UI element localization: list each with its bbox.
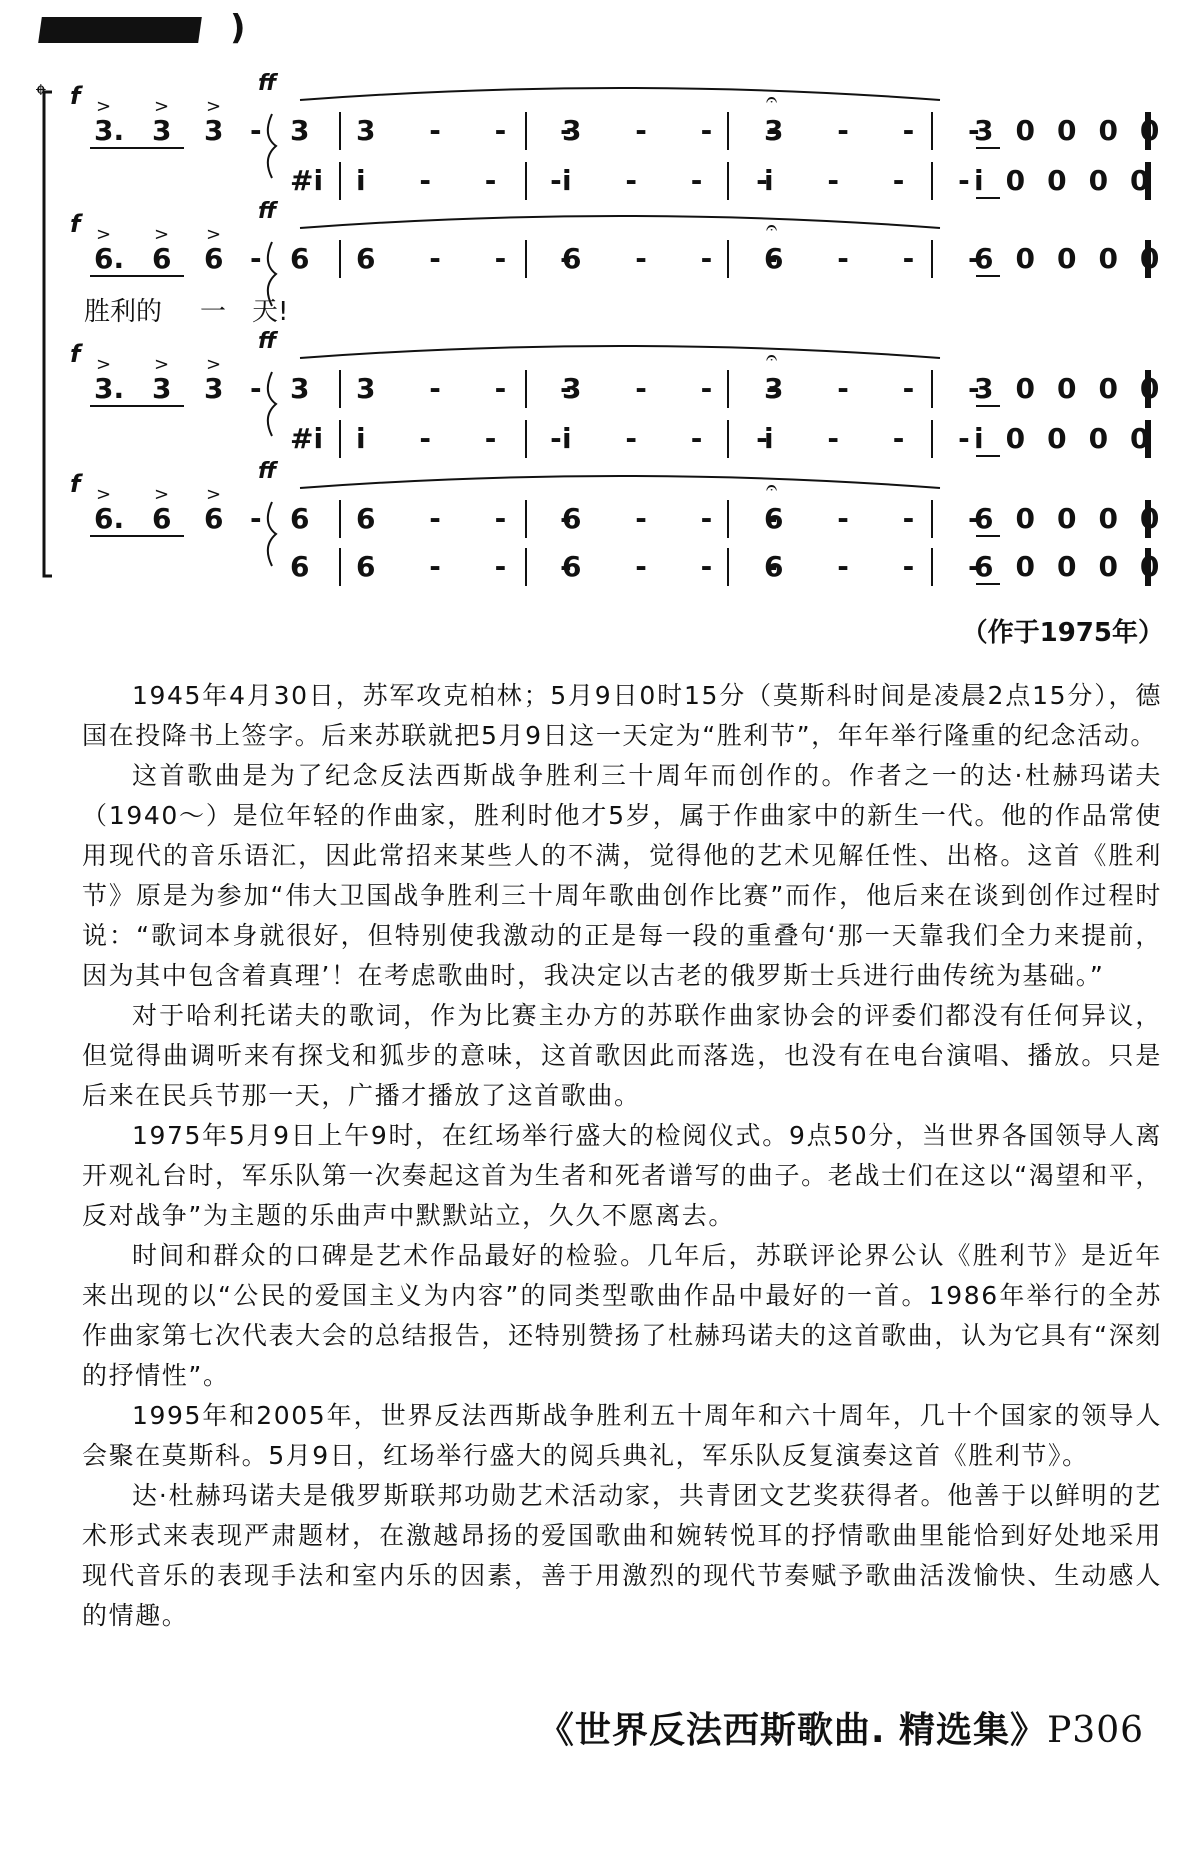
dynamic-forte: f (70, 470, 81, 498)
bar-notes: 60000 (974, 242, 1182, 275)
pickup-note: 3. (94, 372, 125, 405)
bar-notes: 6 - - - (764, 502, 1002, 535)
dynamic-fortissimo: ff (258, 199, 277, 224)
accent-mark: > (96, 224, 112, 245)
brace (268, 502, 276, 566)
fermata-mark: 𝄐 (766, 345, 778, 369)
bar-notes: #i (290, 422, 324, 455)
pickup-note: 6. (94, 502, 125, 535)
bar-notes: 60000 (974, 502, 1182, 535)
bar-notes: 6 - - - (356, 550, 594, 583)
dynamic-forte: f (70, 340, 81, 368)
accent-mark: > (154, 224, 170, 245)
bar-notes: 6 - - - (764, 242, 1002, 275)
accent-mark: > (154, 96, 170, 117)
bar-notes: i - - - (764, 164, 992, 197)
brace (268, 372, 276, 436)
pickup-note: 6 (204, 502, 224, 535)
bar-notes: 6 (290, 502, 310, 535)
bar-notes: 30000 (974, 114, 1182, 147)
pickup-note: 6 (152, 502, 172, 535)
composition-date: （作于1975年） (961, 618, 1164, 648)
pickup-note: 3 (204, 114, 224, 147)
source-citation (538, 1702, 1144, 1753)
source-page: P306 (1047, 1710, 1144, 1751)
bar-notes: 6 - - - (562, 550, 800, 583)
brace (268, 114, 276, 178)
article-paragraph: 1995年和2005年，世界反法西斯战争胜利五十周年和六十周年，几十个国家的领导人会聚在莫斯科。5月9日，红场举行盛大的阅兵典礼，军乐队反复演奏这首《胜利节》。 (82, 1401, 1162, 1470)
bar-notes: i - - - (562, 164, 790, 197)
lyric-word: 胜利的 (84, 297, 163, 327)
bar-notes: 60000 (974, 550, 1182, 583)
bar-notes: i0000 (974, 164, 1172, 197)
bar-notes: 6 - - - (562, 502, 800, 535)
accent-mark: > (96, 96, 112, 117)
article-body (82, 676, 1162, 1636)
bar-notes: 6 - - - (356, 502, 594, 535)
tie-arc (300, 346, 940, 358)
pickup-note: 3 (204, 372, 224, 405)
dynamic-forte: f (70, 82, 81, 110)
bar-notes: 3 (290, 372, 310, 405)
pickup-note: 3 (152, 372, 172, 405)
tie-arc (300, 476, 940, 488)
bar-notes: 3 - - - (764, 114, 1002, 147)
bar-notes: i0000 (974, 422, 1172, 455)
article-paragraph: 对于哈利托诺夫的歌词，作为比赛主办方的苏联作曲家协会的评委们都没有任何异议，但觉得曲调听来有探戈和狐步的意味，这首歌因此而落选，也没有在电台演唱、播放。只是后来在民兵节那一天，广播才播放了这首歌曲。 (82, 1001, 1162, 1110)
bar-notes: 6 (290, 242, 310, 275)
accent-mark: > (206, 354, 222, 375)
pickup-note: 6. (94, 242, 125, 275)
tie-arc (300, 216, 940, 228)
accent-mark: > (96, 484, 112, 505)
dynamic-fortissimo: ff (258, 459, 277, 484)
lyric-word: 一 (200, 297, 227, 327)
bar-notes: 3 - - - (356, 372, 594, 405)
pickup-note: - (250, 502, 262, 535)
accent-mark: > (96, 354, 112, 375)
coda-sign: 𝄌 (36, 78, 46, 111)
bar-notes: 6 - - - (764, 550, 1002, 583)
music-score (0, 0, 1200, 620)
pickup-note: - (250, 242, 262, 275)
accent-mark: > (206, 96, 222, 117)
article-paragraph: 时间和群众的口碑是艺术作品最好的检验。几年后，苏联评论界公认《胜利节》是近年来出现的以“公民的爱国主义为内容”的同类型歌曲作品中最好的一首。1986年举行的全苏作曲家第七次代表大会的总结报告，还特别赞扬了杜赫玛诺夫的这首歌曲，认为它具有“深刻的抒情性”。 (82, 1241, 1162, 1390)
accent-mark: > (206, 224, 222, 245)
article-paragraph: 这首歌曲是为了纪念反法西斯战争胜利三十周年而创作的。作者之一的达·杜赫玛诺夫（1940～）是位年轻的作曲家，胜利时他才5岁，属于作曲家中的新生一代。他的作品常使用现代的音乐语汇，因此常招来某些人的不满，觉得他的艺术见解任性、出格。这首《胜利节》原是为参加“伟大卫国战争胜利三十周年歌曲创作比赛”而作，他后来在谈到创作过程时说：“歌词本身就很好，但特别使我激动的正是每一段的重叠句‘那一天靠我们全力来提前，因为其中包含着真理’！在考虑歌曲时，我决定以古老的俄罗斯士兵进行曲传统为基础。” (82, 761, 1162, 990)
source-book-title: 《世界反法西斯歌曲. 精选集》 (537, 1710, 1048, 1751)
bar-notes: 3 - - - (562, 372, 800, 405)
tie-arc (300, 88, 940, 100)
pickup-note: 3 (152, 114, 172, 147)
article-paragraph: 1945年4月30日，苏军攻克柏林；5月9日0时15分（莫斯科时间是凌晨2点15分），德国在投降书上签字。后来苏联就把5月9日这一天定为“胜利节”，年年举行隆重的纪念活动。 (82, 681, 1162, 750)
bar-notes: i - - - (562, 422, 790, 455)
bar-notes: 6 (290, 550, 310, 583)
bar-notes: 3 - - - (562, 114, 800, 147)
bar-notes: 3 (290, 114, 310, 147)
system-bracket (44, 92, 52, 576)
fermata-mark: 𝄐 (766, 475, 778, 499)
bar-notes: 6 - - - (356, 242, 594, 275)
pickup-note: - (250, 114, 262, 147)
bar-notes: 6 - - - (562, 242, 800, 275)
accent-mark: > (206, 484, 222, 505)
article-paragraph: 1975年5月9日上午9时，在红场举行盛大的检阅仪式。9点50分，当世界各国领导人离开观礼台时，军乐队第一次奏起这首为生者和死者谱写的曲子。老战士们在这以“渴望和平，反对战争”为主题的乐曲声中默默站立，久久不愿离去。 (82, 1121, 1162, 1230)
bar-notes: 3 - - - (356, 114, 594, 147)
dynamic-fortissimo: ff (258, 329, 277, 354)
dynamic-fortissimo: ff (258, 71, 277, 96)
fermata-mark: 𝄐 (766, 87, 778, 111)
header-paren: ) (230, 8, 248, 48)
pickup-note: 6 (152, 242, 172, 275)
pickup-note: 6 (204, 242, 224, 275)
dynamic-forte: f (70, 210, 81, 238)
bar-notes: i - - - (356, 422, 584, 455)
pickup-note: - (250, 372, 262, 405)
fermata-mark: 𝄐 (766, 215, 778, 239)
article-paragraph: 达·杜赫玛诺夫是俄罗斯联邦功勋艺术活动家，共青团文艺奖获得者。他善于以鲜明的艺术形式来表现严肃题材，在激越昂扬的爱国歌曲和婉转悦耳的抒情歌曲里能恰到好处地采用现代音乐的表现手法和室内乐的因素，善于用激烈的现代节奏赋予歌曲活泼愉快、生动感人的情趣。 (82, 1481, 1162, 1630)
accent-mark: > (154, 484, 170, 505)
pickup-note: 3. (94, 114, 125, 147)
accent-mark: > (154, 354, 170, 375)
bar-notes: #i (290, 164, 324, 197)
lyric-word: 天! (252, 297, 289, 327)
bar-notes: 3 - - - (764, 372, 1002, 405)
score-svg (0, 0, 1200, 620)
bar-notes: i - - - (764, 422, 992, 455)
bar-notes: i - - - (356, 164, 584, 197)
bar-notes: 30000 (974, 372, 1182, 405)
